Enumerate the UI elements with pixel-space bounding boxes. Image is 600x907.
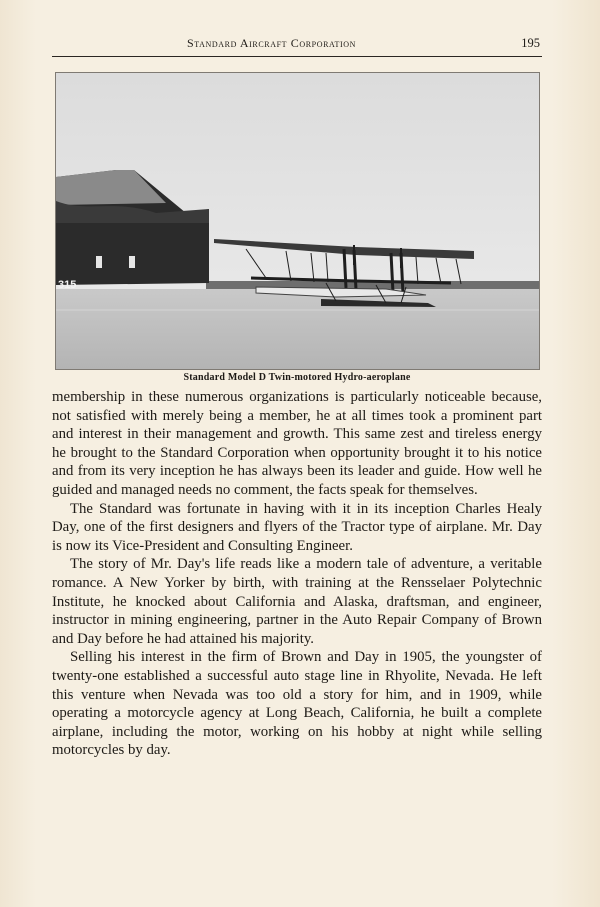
page-number: 195 [521, 36, 540, 50]
paragraph-selling-interest: Selling his interest in the firm of Brown and Day in 1905, the youngster of twenty-one established a successful auto stage line in Rhyolite, Nevada. He left this venture when Nevada was too old a story for him, and in 1909, while operating a motorcycle agency at Long Beach, California, he built a complete airplane, including the motor, working on his hobby at night while selling motorcycles by day. [52, 649, 542, 759]
photo-illustration [56, 73, 539, 369]
water [56, 289, 539, 369]
body-text [52, 388, 542, 760]
paragraph-continuation: membership in these numerous organizations is particularly noticeable because, not satisfied with merely being a member, he at all times took a prominent part and interest in their management and growth. This same zest and tireless energy he brought to the Standard Corporation when opportunity brought it to his notice and from its very inception he has always been its leader and guide. How well he guided and managed needs no comment, the facts speak for themselves. [52, 389, 542, 498]
page-header [52, 36, 542, 57]
photo-hydro-aeroplane [55, 72, 540, 370]
running-head: Standard Aircraft Corporation [187, 36, 357, 50]
figure-caption: Standard Model D Twin-motored Hydro-aeroplane [183, 372, 411, 383]
paragraph-day-life-story: The story of Mr. Day's life reads like a modern tale of adventure, a veritable romance. A New Yorker by birth, with training at the Rensselaer Polytechnic Institute, he knocked about California and Alaska, draftsman, and engineer, instructor in mining engineering, partner in the Auto Repair Company of Brown and Day before he had attained his majority. [52, 556, 542, 647]
paragraph-charles-healy-day: The Standard was fortunate in having with it in its inception Charles Healy Day, one of the first designers and flyers of the Tractor type of airplane. Mr. Day is now its Vice-President and Consulting Engineer. [52, 500, 542, 554]
hangar-marking: 315 [58, 279, 77, 291]
